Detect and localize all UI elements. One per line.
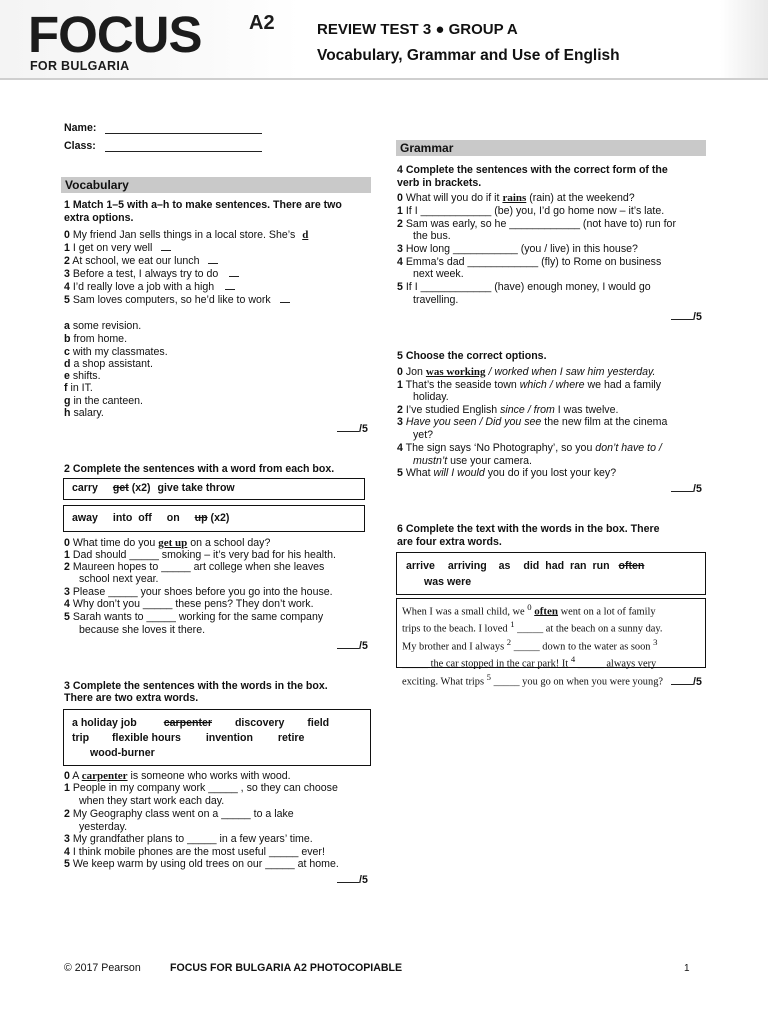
word-into: into — [112, 512, 133, 524]
ex2-item-1 — [64, 549, 336, 562]
word-carry: carry — [72, 482, 98, 494]
gap-number: 2 — [506, 636, 512, 647]
ex3-instruction-cont: There are two extra words. — [64, 692, 199, 704]
ex5-answer-0: was working — [425, 366, 486, 378]
item-text-end: you do if you lost your key? — [487, 467, 617, 479]
ex5-item-5 — [397, 467, 616, 480]
option-letter: h — [64, 407, 71, 419]
score-total: /5 — [693, 676, 702, 688]
ex1-option-g — [64, 395, 143, 408]
test-subtitle: Vocabulary, Grammar and Use of English — [317, 47, 620, 64]
item-number: 0 — [397, 366, 403, 378]
item-number: 3 — [397, 243, 403, 255]
ex2-item-5-cont: because she loves it there. — [79, 624, 206, 636]
ex5-item-3-cont: yet? — [413, 429, 434, 441]
score-total: /5 — [359, 640, 368, 652]
option-letter: d — [64, 358, 71, 370]
ex2-instruction: 2 Complete the sentences with a word from each box. — [64, 463, 335, 475]
word-arrive: arrive — [406, 560, 435, 572]
option-letter: b — [64, 333, 71, 345]
option-letter: g — [64, 395, 71, 407]
word-give: give — [157, 482, 179, 494]
item-text: If I ____________ (have) enough money, I would go — [405, 281, 651, 293]
item-number: 0 — [64, 229, 70, 241]
item-text: Dad should _____ smoking – it’s very bad for his health. — [72, 549, 336, 561]
ex2-box-2-words — [72, 512, 229, 525]
gap-number: 3 — [653, 636, 658, 647]
ex1-score — [337, 423, 368, 436]
item-number: 4 — [64, 281, 70, 293]
option-text: from home. — [73, 333, 128, 345]
logo-subtitle: FOR BULGARIA — [30, 59, 130, 73]
word-wood-burner: wood-burner — [90, 747, 155, 759]
item-text: If I ____________ (be) you, I’d go home now – it’s late. — [405, 205, 665, 217]
logo-level: A2 — [249, 12, 275, 34]
ex6-text-line-1 — [402, 601, 700, 618]
ex5-item-4 — [397, 442, 662, 455]
word-arriving: arriving — [447, 560, 487, 572]
option-text: in the canteen. — [73, 395, 143, 407]
grammar-heading: Grammar — [396, 140, 706, 156]
score-blank[interactable] — [671, 311, 693, 320]
ex4-item-2-cont: the bus. — [413, 230, 451, 242]
class-field[interactable] — [105, 141, 262, 152]
ex5-item-1-cont: holiday. — [413, 391, 449, 403]
ex3-item-2 — [64, 808, 294, 821]
ex5-item-4-cont — [413, 455, 532, 468]
word-get-count: (x2) — [131, 482, 151, 494]
item-number: 2 — [64, 808, 70, 820]
item-number: 4 — [397, 256, 403, 268]
ex3-item-5 — [64, 858, 339, 871]
word-were: were — [446, 576, 472, 588]
ex6-box-row-1 — [406, 560, 644, 573]
item-text: Sam was early, so he ____________ (not have to) run for — [405, 218, 676, 230]
vocabulary-heading: Vocabulary — [61, 177, 371, 193]
text-segment: exciting. What trips — [402, 676, 485, 688]
item-number: 3 — [64, 833, 70, 845]
word-get: get — [112, 482, 129, 494]
option-letter: c — [64, 346, 70, 358]
ex1-answer-0: d — [302, 229, 309, 241]
test-title: REVIEW TEST 3 ● GROUP A — [317, 21, 518, 38]
word-away: away — [72, 512, 98, 524]
item-text: The sign says ‘No Photography’, so you — [405, 442, 593, 454]
ex4-item-4 — [397, 256, 661, 269]
item-text: Jon — [405, 366, 423, 378]
item-number: 1 — [397, 379, 403, 391]
item-number: 0 — [64, 537, 70, 549]
ex5-options-1[interactable]: which / where — [519, 379, 585, 391]
item-number: 1 — [397, 205, 403, 217]
item-number: 2 — [64, 255, 70, 267]
item-text-end: I was twelve. — [557, 404, 619, 416]
score-blank[interactable] — [337, 423, 359, 432]
text-segment: When I was a small child, we — [402, 606, 525, 618]
ex3-box-row-2 — [72, 732, 304, 745]
item-text-end: the new film at the cinema — [544, 416, 668, 428]
ex4-item-1 — [397, 205, 664, 218]
item-text: I’ve studied English — [405, 404, 498, 416]
item-number: 4 — [64, 598, 70, 610]
ex3-item-1-cont: when they start work each day. — [79, 795, 225, 807]
ex1-item-5 — [64, 294, 290, 307]
item-text: I’d really love a job with a high — [72, 281, 215, 293]
name-field[interactable] — [105, 123, 262, 134]
focus-logo: FOCUS — [28, 6, 202, 63]
score-total: /5 — [359, 423, 368, 435]
item-text: My friend Jan sells things in a local store. She’s — [72, 229, 296, 241]
word-trip: trip — [72, 732, 90, 744]
item-number: 5 — [64, 611, 70, 623]
page-number: 1 — [684, 963, 690, 974]
ex1-option-e — [64, 370, 101, 383]
score-total: /5 — [693, 311, 702, 323]
item-number: 1 — [64, 549, 70, 561]
text-segment: went on a lot of family — [560, 606, 656, 618]
word-off: off — [138, 512, 152, 524]
ex1-item-0 — [64, 229, 308, 242]
item-text-end: is someone who works with wood. — [130, 770, 291, 782]
item-number: 5 — [64, 294, 70, 306]
ex2-item-0 — [64, 537, 270, 550]
ex2-item-4 — [64, 598, 314, 611]
ex5-options-2[interactable]: since / from — [500, 404, 555, 416]
option-letter: a — [64, 320, 70, 332]
ex1-option-h — [64, 407, 104, 420]
item-number: 0 — [64, 770, 70, 782]
item-text: My Geography class went on a _____ to a lake — [72, 808, 294, 820]
text-segment: _____ always very — [577, 658, 657, 670]
text-segment: _____ you go on when you were young? — [493, 676, 664, 688]
word-invention: invention — [205, 732, 253, 744]
word-had: had — [545, 560, 565, 572]
ex2-item-5 — [64, 611, 323, 624]
item-number: 2 — [397, 404, 403, 416]
gap-number: 5 — [486, 671, 491, 682]
item-text: Before a test, I always try to do — [72, 268, 219, 280]
text-segment: _____ at the beach on a sunny day. — [517, 623, 663, 635]
word-on: on — [166, 512, 180, 524]
item-text-end: (rain) at the weekend? — [529, 192, 635, 204]
ex4-item-0 — [397, 192, 635, 205]
ex1-instruction-cont: extra options. — [64, 212, 134, 224]
ex1-blank-2[interactable] — [208, 255, 218, 264]
ex5-item-3 — [397, 416, 667, 429]
item-text-end: we had a family — [587, 379, 662, 391]
ex2-answer-0: get up — [158, 537, 188, 549]
item-number: 2 — [64, 561, 70, 573]
ex1-option-d — [64, 358, 153, 371]
item-text: Sam loves computers, so he’d like to work — [72, 294, 271, 306]
score-blank[interactable] — [337, 640, 359, 649]
option-text: shifts. — [72, 370, 101, 382]
ex4-answer-0: rains — [502, 192, 527, 204]
ex3-instruction: 3 Complete the sentences with the words in the box. — [64, 680, 328, 692]
item-number: 4 — [397, 442, 403, 454]
ex5-score — [671, 483, 702, 496]
ex1-item-3 — [64, 268, 239, 281]
ex5-item-1 — [397, 379, 661, 392]
score-blank[interactable] — [671, 483, 693, 492]
option-text: in IT. — [70, 382, 93, 394]
ex2-item-3 — [64, 586, 333, 599]
item-text: I think mobile phones are the most useful _____ ever! — [72, 846, 325, 858]
item-text: Emma’s dad ____________ (fly) to Rome on business — [405, 256, 662, 268]
ex6-text-box — [396, 598, 706, 688]
item-number: 1 — [64, 782, 70, 794]
text-segment: My brother and I always — [402, 641, 505, 653]
ex3-item-4 — [64, 846, 325, 859]
ex1-item-4 — [64, 281, 235, 294]
item-number: 2 — [397, 218, 403, 230]
ex1-option-f — [64, 382, 93, 395]
item-text-end: on a school day? — [190, 537, 271, 549]
ex2-box-1-words — [72, 482, 235, 495]
ex3-item-1 — [64, 782, 338, 795]
score-total: /5 — [693, 483, 702, 495]
copyright: © 2017 Pearson — [64, 962, 141, 974]
ex1-blank-1[interactable] — [161, 242, 171, 251]
word-did: did — [523, 560, 540, 572]
word-ran: ran — [570, 560, 587, 572]
option-text: a shop assistant. — [73, 358, 153, 370]
ex1-item-1 — [64, 242, 171, 255]
item-text: Sarah wants to _____ working for the same company — [72, 611, 324, 623]
item-text: What will you do if it — [405, 192, 500, 204]
item-number: 0 — [397, 192, 403, 204]
ex6-box-row-2 — [424, 576, 471, 589]
ex5-item-0 — [397, 366, 655, 379]
word-retire: retire — [277, 732, 305, 744]
gap-number: 1 — [510, 619, 515, 630]
ex4-item-5-cont: travelling. — [413, 294, 459, 306]
ex6-instruction: 6 Complete the text with the words in the box. There — [397, 523, 660, 535]
ex5-options-5[interactable]: will I would — [433, 467, 485, 479]
word-often: often — [618, 560, 645, 572]
ex6-text-line-2 — [402, 618, 700, 635]
item-text: Why don’t you _____ these pens? They don’t work. — [72, 598, 314, 610]
item-text: At school, we eat our lunch — [72, 255, 200, 267]
item-text: How long ___________ (you / live) in this house? — [405, 243, 638, 255]
ex2-score — [337, 640, 368, 653]
word-up: up — [194, 512, 208, 524]
item-text: What time do you — [72, 537, 156, 549]
item-text: What — [405, 467, 431, 479]
item-number: 5 — [64, 858, 70, 870]
ex3-item-2-cont: yesterday. — [79, 821, 128, 833]
ex5-instruction: 5 Choose the correct options. — [397, 350, 547, 362]
ex2-item-2 — [64, 561, 324, 574]
word-carpenter: carpenter — [163, 717, 212, 729]
ex1-blank-4[interactable] — [225, 281, 235, 290]
item-number: 3 — [64, 586, 70, 598]
score-total: /5 — [359, 874, 368, 886]
item-number: 5 — [397, 467, 403, 479]
item-text-end: use your camera. — [450, 455, 532, 467]
ex1-option-c — [64, 346, 168, 359]
ex6-text-line-5 — [402, 671, 700, 688]
item-number: 3 — [64, 268, 70, 280]
ex1-option-b — [64, 333, 127, 346]
class-label: Class: — [64, 140, 96, 152]
score-blank[interactable] — [671, 676, 693, 685]
footer-title: FOCUS FOR BULGARIA A2 PHOTOCOPIABLE — [170, 962, 403, 974]
ex4-item-4-cont: next week. — [413, 268, 464, 280]
ex3-box-row-1 — [72, 717, 329, 730]
ex6-answer-0: often — [534, 605, 559, 618]
ex3-item-0 — [64, 770, 291, 783]
item-text: We keep warm by using old trees on our _____ at home. — [72, 858, 339, 870]
ex2-item-2-cont: school next year. — [79, 573, 159, 585]
item-text: That’s the seaside town — [405, 379, 517, 391]
word-throw: throw — [205, 482, 235, 494]
ex1-blank-3[interactable] — [229, 268, 239, 277]
ex1-item-2 — [64, 255, 218, 268]
item-number: 3 — [397, 416, 403, 428]
ex6-text-line-3 — [402, 636, 700, 653]
item-text: My grandfather plans to _____ in a few years’ time. — [72, 833, 313, 845]
word-field: field — [307, 717, 330, 729]
header-divider — [0, 78, 768, 80]
option-letter: e — [64, 370, 70, 382]
ex5-options-4[interactable]: don’t have to / — [595, 442, 662, 454]
item-text: A — [72, 770, 79, 782]
word-discovery: discovery — [234, 717, 285, 729]
ex4-item-5 — [397, 281, 651, 294]
ex6-instruction-cont: are four extra words. — [397, 536, 502, 548]
text-segment: trips to the beach. I loved — [402, 623, 508, 635]
option-letter: f — [64, 382, 68, 394]
ex3-box-row-3 — [90, 747, 155, 760]
item-text: People in my company work _____ , so they can choose — [72, 782, 338, 794]
text-segment: _____ the car stopped in the car park! It — [402, 658, 569, 670]
word-as: as — [498, 560, 511, 572]
gap-number: 4 — [570, 654, 576, 665]
ex6-score — [671, 676, 702, 689]
option-text: some revision. — [72, 320, 142, 332]
item-text-end: / worked when I saw him yesterday. — [488, 366, 656, 378]
ex4-instruction: 4 Complete the sentences with the correct form of the — [397, 164, 668, 176]
ex3-answer-0: carpenter — [81, 770, 128, 782]
item-number: 5 — [397, 281, 403, 293]
option-text: salary. — [73, 407, 104, 419]
score-blank[interactable] — [337, 874, 359, 883]
ex4-item-3 — [397, 243, 638, 256]
ex5-item-2 — [397, 404, 618, 417]
word-run: run — [592, 560, 610, 572]
name-label: Name: — [64, 122, 97, 134]
option-text: with my classmates. — [72, 346, 168, 358]
ex1-blank-5[interactable] — [280, 294, 290, 303]
ex4-score — [671, 311, 702, 324]
word-was: was — [424, 576, 445, 588]
ex3-item-3 — [64, 833, 313, 846]
item-text: I get on very well — [72, 242, 153, 254]
ex3-score — [337, 874, 368, 887]
item-text: Maureen hopes to _____ art college when she leaves — [72, 561, 325, 573]
word-take: take — [181, 482, 203, 494]
ex1-instruction: 1 Match 1–5 with a–h to make sentences. There are two — [64, 199, 342, 211]
word-holiday-job: a holiday job — [72, 717, 137, 729]
ex5-options-3[interactable]: Have you seen / Did you see — [405, 416, 542, 428]
ex6-text-line-4 — [402, 653, 700, 670]
gap-number: 0 — [527, 602, 532, 612]
ex5-options-4-cont[interactable]: mustn’t — [413, 455, 448, 467]
word-up-count: (x2) — [210, 512, 230, 524]
ex4-instruction-cont: verb in brackets. — [397, 177, 482, 189]
ex4-item-2 — [397, 218, 676, 231]
ex1-option-a — [64, 320, 141, 333]
text-segment: _____ down to the water as soon — [513, 641, 651, 653]
word-flexible-hours: flexible hours — [112, 732, 181, 744]
item-number: 4 — [64, 846, 70, 858]
item-text: Please _____ your shoes before you go into the house. — [72, 586, 333, 598]
item-number: 1 — [64, 242, 70, 254]
